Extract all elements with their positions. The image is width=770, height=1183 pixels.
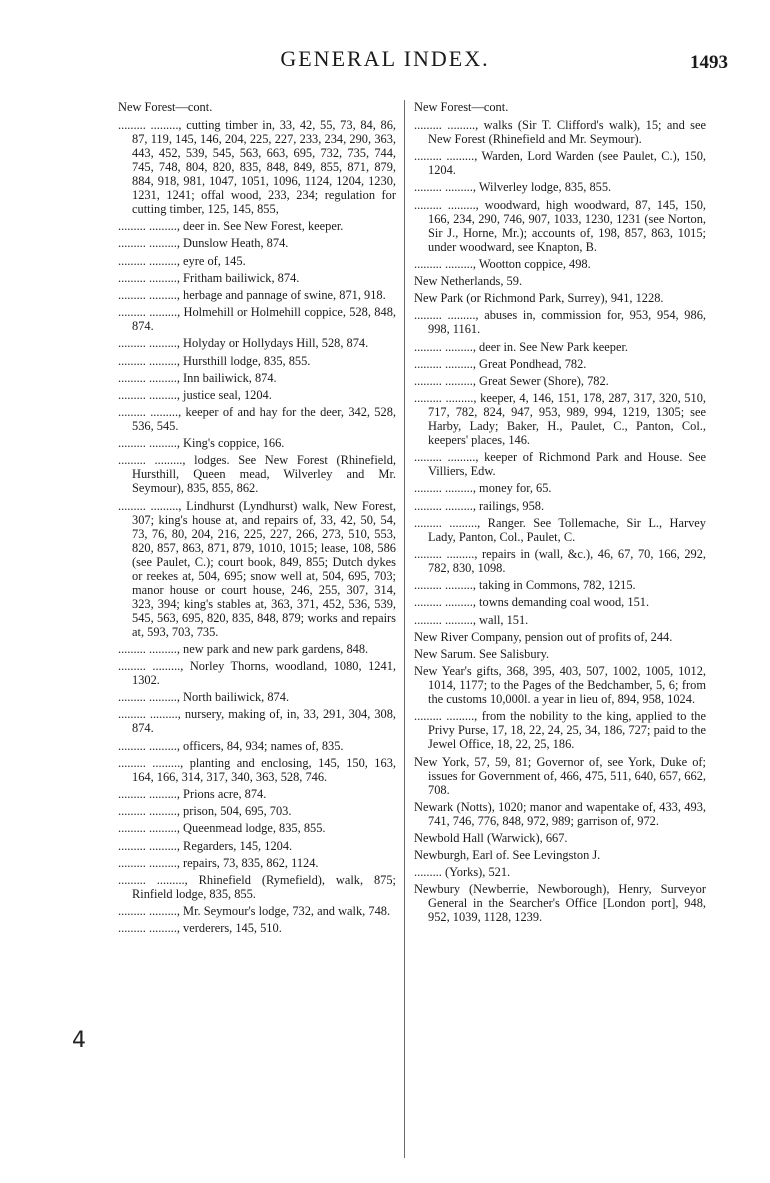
- index-entry: ......... ........., Wilverley lodge, 835, 855.: [414, 180, 612, 195]
- index-entry: New Year's gifts, 368, 395, 403, 507, 1002, 1005, 1012, 1014, 1177; to the Pages of the Bedchamber, 5, 6; from the customs 10,000l. a year in lieu of, 894, 958, 1024.: [414, 664, 706, 707]
- index-entry: ......... ........., repairs in (wall, &c.), 46, 67, 70, 166, 292, 782, 830, 1098.: [414, 547, 706, 575]
- index-entry: ......... ........., prison, 504, 695, 703.: [118, 804, 292, 819]
- index-entry: New Park (or Richmond Park, Surrey), 941, 1228.: [414, 291, 664, 306]
- index-entry: ......... (Yorks), 521.: [414, 865, 511, 880]
- index-entry: New Sarum. See Salisbury.: [414, 646, 550, 661]
- index-entry: Newburgh, Earl of. See Levingston J.: [414, 848, 601, 863]
- index-entry: ......... ........., Warden, Lord Warden (see Paulet, C.), 150, 1204.: [414, 149, 706, 178]
- index-entry: ......... ........., herbage and pannage of swine, 871, 918.: [118, 287, 386, 302]
- handwritten-margin-note: 4: [72, 1028, 86, 1053]
- page-number: 1493: [690, 52, 728, 73]
- index-entry: ......... ........., keeper of and hay for the deer, 342, 528, 536, 545.: [118, 405, 396, 434]
- index-entry: ......... ........., Wootton coppice, 498.: [414, 256, 591, 271]
- index-entry: ......... ........., deer in. See New Forest, keeper.: [118, 219, 344, 234]
- index-entry: New York, 57, 59, 81; Governor of, see York, Duke of; issues for Government of, 466, 475, 511, 640, 657, 662, 708.: [414, 754, 706, 797]
- index-entry: ......... ........., King's coppice, 166.: [118, 436, 285, 451]
- index-entry: ......... ........., North bailiwick, 874.: [118, 690, 290, 705]
- index-entry: ......... ........., lodges. See New Forest (Rhinefield, Hursthill, Queen mead, Wilverley and Mr. Seymour), 835, 855, 862.: [118, 453, 396, 496]
- index-entry: ......... ........., abuses in, commission for, 953, 954, 986, 998, 1161.: [414, 308, 706, 337]
- index-entry: ......... ........., Hursthill lodge, 835, 855.: [118, 353, 311, 368]
- index-entry: ......... ........., justice seal, 1204.: [118, 387, 272, 402]
- index-entry: ......... ........., wall, 151.: [414, 612, 529, 627]
- index-entry: ......... ........., taking in Commons, 782, 1215.: [414, 578, 636, 593]
- index-entry: ......... ........., woodward, high woodward, 87, 145, 150, 166, 234, 290, 746, 907, 1033, 1230, 1231 (see Norton, Sir J., Horne, Mr.); accounts of, 198, 857, 863, 1015; under woodward, see Knapton, B.: [414, 197, 706, 254]
- page-title: GENERAL INDEX.: [280, 46, 490, 71]
- column-divider: [404, 100, 405, 1158]
- index-entry: Newark (Notts), 1020; manor and wapentake of, 433, 493, 741, 746, 776, 848, 972, 989; garrison of, 972.: [414, 799, 706, 828]
- index-entry: ......... ........., Inn bailiwick, 874.: [118, 370, 277, 385]
- index-entry: ......... ........., Regarders, 145, 1204.: [118, 838, 293, 853]
- index-entry: Newbold Hall (Warwick), 667.: [414, 830, 568, 845]
- index-entry: ......... ........., Dunslow Heath, 874.: [118, 236, 289, 251]
- index-entry: ......... ........., Lindhurst (Lyndhurst) walk, New Forest, 307; king's house at, and repairs of, 33, 42, 50, 54, 73, 76, 80, 204, 216, 225, 227, 266, 273, 510, 553, 820, 857, 863, 871, 879, 1010, 1015; lease, 108, 586 (see Paulet, C.); court book, 849, 855; Dutch dykes or reekes at, 504, 695; snow well at, 504, 695, 703; manor house or court house, 246, 255, 307, 314, 323, 394; king's stables at, 363, 371, 452, 536, 539, 545, 563, 695, 820, 835, 848, 879; works and repairs at, 593, 703, 735.: [118, 498, 396, 639]
- index-entry: ......... ........., Great Pondhead, 782.: [414, 356, 587, 371]
- index-entry: ......... ........., nursery, making of, in, 33, 291, 304, 308, 874.: [118, 707, 396, 736]
- index-entry: ......... ........., from the nobility to the king, applied to the Privy Purse, 17, 18, 22, 24, 25, 34, 186, 727; paid to the Jewel Office, 18, 22, 25, 186.: [414, 709, 706, 752]
- index-entry: ......... ........., towns demanding coal wood, 151.: [414, 595, 650, 610]
- index-entry: ......... ........., Ranger. See Tollemache, Sir L., Harvey Lady, Panton, Col., Paulet, C.: [414, 515, 706, 544]
- index-entry: ......... ........., Mr. Seymour's lodge, 732, and walk, 748.: [118, 904, 391, 919]
- index-entry: ......... ........., money for, 65.: [414, 481, 552, 496]
- index-entry: ......... ........., Fritham bailiwick, 874.: [118, 270, 300, 285]
- index-entry: New Forest—cont.: [414, 100, 509, 114]
- index-entry: ......... ........., keeper of Richmond Park and House. See Villiers, Edw.: [414, 450, 706, 479]
- index-entry: ......... ........., Great Sewer (Shore), 782.: [414, 373, 609, 388]
- index-entry: ......... ........., Holmehill or Holmehill coppice, 528, 848, 874.: [118, 305, 396, 334]
- index-entry: ......... ........., Norley Thorns, woodland, 1080, 1241, 1302.: [118, 659, 396, 687]
- index-entry: ......... ........., Holyday or Hollydays Hill, 528, 874.: [118, 336, 369, 351]
- index-entry: New Netherlands, 59.: [414, 273, 523, 288]
- index-entry: ......... ........., verderers, 145, 510.: [118, 921, 282, 936]
- index-entry: ......... ........., cutting timber in, 33, 42, 55, 73, 84, 86, 87, 119, 145, 146, 204, 225, 227, 233, 234, 290, 363, 443, 452, 539, 545, 563, 663, 695, 732, 735, 744, 745, 748, 804, 820, 835, 848, 849, 855, 871, 879, 884, 918, 981, 1047, 1051, 1096, 1124, 1204, 1230, 1231, 1241; offal wood, 233, 234; regulation for cutting timber, 125, 145, 855,: [118, 118, 396, 216]
- index-entry: ......... ........., walks (Sir T. Clifford's walk), 15; and see New Forest (Rhinefield and Mr. Seymour).: [414, 118, 706, 146]
- index-entry: New Forest—cont.: [118, 100, 213, 114]
- index-entry: ......... ........., new park and new park gardens, 848.: [118, 641, 369, 656]
- index-entry: New River Company, pension out of profits of, 244.: [414, 629, 673, 644]
- index-entry: ......... ........., officers, 84, 934; names of, 835.: [118, 738, 344, 753]
- index-entry: ......... ........., eyre of, 145.: [118, 253, 246, 268]
- index-entry: ......... ........., Rhinefield (Rymefield), walk, 875; Rinfield lodge, 835, 855.: [118, 872, 396, 901]
- index-entry: ......... ........., repairs, 73, 835, 862, 1124.: [118, 855, 319, 870]
- index-entry: ......... ........., keeper, 4, 146, 151, 178, 287, 317, 320, 510, 717, 782, 824, 947, 953, 989, 994, 1219, 1305; see Harby, Lady; Baker, H., Paulet, C., Panton, Col., keepers' places, 146.: [414, 391, 706, 448]
- index-entry: ......... ........., Queenmead lodge, 835, 855.: [118, 821, 326, 836]
- index-entry: ......... ........., Prions acre, 874.: [118, 786, 267, 801]
- index-entry: ......... ........., railings, 958.: [414, 498, 545, 513]
- index-entry: Newbury (Newberrie, Newborough), Henry, Surveyor General in the Searcher's Office [London port], 948, 952, 1039, 1128, 1239.: [414, 882, 706, 925]
- left-column: [118, 100, 396, 938]
- index-entry: ......... ........., deer in. See New Park keeper.: [414, 339, 629, 354]
- right-column: [414, 100, 706, 928]
- index-entry: ......... ........., planting and enclosing, 145, 150, 163, 164, 166, 314, 317, 340, 363, 528, 746.: [118, 755, 396, 784]
